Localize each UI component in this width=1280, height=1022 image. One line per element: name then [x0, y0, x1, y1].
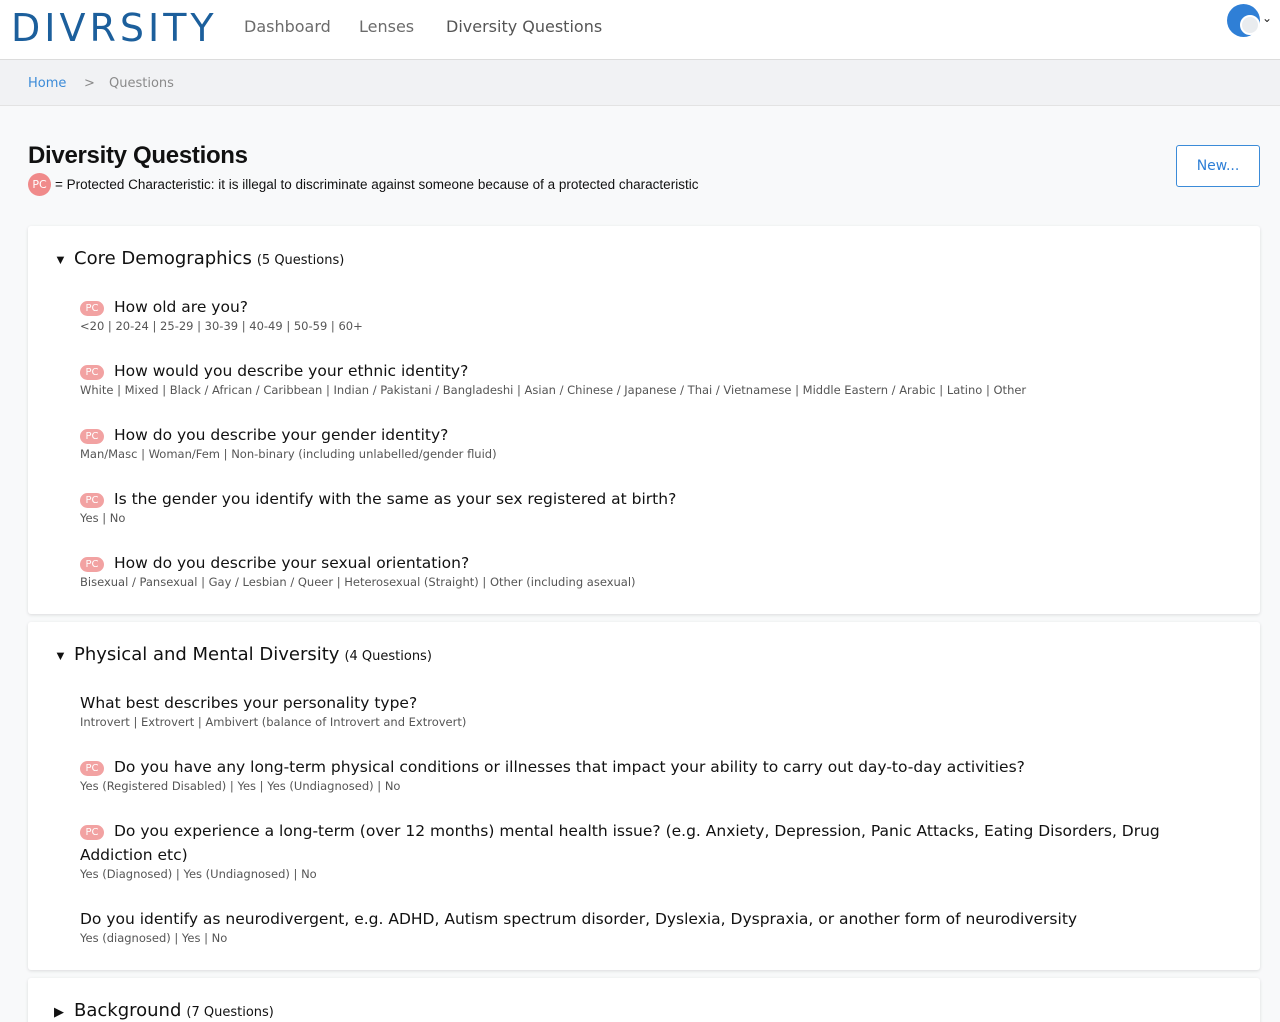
question-item[interactable]: [80, 691, 1160, 729]
section-header[interactable]: [54, 248, 344, 269]
section-count: (7 Questions): [186, 1005, 274, 1020]
section-count: (5 Questions): [256, 253, 345, 268]
question-text: How old are you?: [114, 298, 248, 316]
pc-badge: PC: [80, 493, 104, 508]
pc-legend-text: = Protected Characteristic: it is illegal to discriminate against someone because of a protected characteristic: [55, 176, 699, 192]
pc-badge: PC: [28, 173, 51, 196]
caret-right-icon[interactable]: ▶: [54, 1004, 64, 1019]
user-icon: [1240, 15, 1260, 35]
question-options: Yes (Registered Disabled) | Yes | Yes (Undiagnosed) | No: [80, 779, 401, 793]
question-text: Is the gender you identify with the same as your sex registered at birth?: [114, 490, 677, 508]
question-options: Yes (diagnosed) | Yes | No: [80, 931, 228, 945]
question-text: How do you describe your gender identity?: [114, 426, 449, 444]
question-text: Do you have any long-term physical conditions or illnesses that impact your ability to carry out day-to-day activities?: [114, 758, 1025, 776]
question-item[interactable]: [80, 487, 1160, 525]
breadcrumb: [0, 60, 1280, 106]
section-count: (4 Questions): [344, 649, 432, 664]
question-options: Bisexual / Pansexual | Gay / Lesbian / Queer | Heterosexual (Straight) | Other (including asexual): [80, 575, 636, 589]
question-item[interactable]: [80, 755, 1160, 793]
question-text: Do you identify as neurodivergent, e.g. ADHD, Autism spectrum disorder, Dyslexia, Dyspraxia, or another form of neurodiversity: [80, 910, 1078, 928]
question-options: Introvert | Extrovert | Ambivert (balance of Introvert and Extrovert): [80, 715, 467, 729]
question-options: Yes (Diagnosed) | Yes (Undiagnosed) | No: [80, 867, 317, 881]
section-card-physical-mental: [28, 622, 1260, 970]
nav-lenses[interactable]: Lenses: [359, 17, 415, 36]
pc-badge: PC: [80, 825, 104, 840]
pc-badge: PC: [80, 557, 104, 572]
question-item[interactable]: [80, 907, 1160, 945]
question-text: How would you describe your ethnic identity?: [114, 362, 469, 380]
top-nav: [0, 0, 1280, 60]
nav-dashboard[interactable]: Dashboard: [244, 17, 331, 36]
chevron-down-icon[interactable]: ⌄: [1262, 11, 1273, 25]
app-logo[interactable]: DIVRSITY: [11, 6, 218, 50]
section-title: Background: [74, 1000, 182, 1021]
question-item[interactable]: [80, 359, 1160, 397]
question-options: Man/Masc | Woman/Fem | Non-binary (including unlabelled/gender fluid): [80, 447, 497, 461]
breadcrumb-home[interactable]: Home: [28, 76, 67, 91]
question-text: How do you describe your sexual orientation?: [114, 554, 470, 572]
section-header[interactable]: [54, 1000, 274, 1021]
breadcrumb-current: Questions: [109, 76, 174, 91]
section-title: Core Demographics: [74, 248, 252, 269]
pc-badge: PC: [80, 761, 104, 776]
nav-diversity-questions[interactable]: Diversity Questions: [446, 17, 603, 36]
question-item[interactable]: [80, 295, 1160, 333]
new-question-button[interactable]: New...: [1176, 145, 1260, 187]
question-text: What best describes your personality type?: [80, 694, 418, 712]
pc-badge: PC: [80, 429, 104, 444]
caret-down-icon[interactable]: ▼: [54, 252, 67, 267]
breadcrumb-separator: >: [84, 76, 95, 91]
pc-legend: [28, 173, 698, 195]
page-title: Diversity Questions: [28, 142, 248, 169]
question-options: Yes | No: [80, 511, 126, 525]
question-item[interactable]: [80, 551, 1160, 589]
section-title: Physical and Mental Diversity: [74, 644, 340, 665]
caret-down-icon[interactable]: ▼: [54, 648, 67, 663]
question-text: Do you experience a long-term (over 12 months) mental health issue? (e.g. Anxiety, Depression, Panic Attacks, Eating Disorders, Drug Addiction etc): [80, 822, 1160, 864]
pc-badge: PC: [80, 301, 104, 316]
question-item[interactable]: [80, 819, 1160, 881]
question-item[interactable]: [80, 423, 1160, 461]
section-card-core-demographics: [28, 226, 1260, 614]
question-options: <20 | 20-24 | 25-29 | 30-39 | 40-49 | 50-59 | 60+: [80, 319, 363, 333]
section-header[interactable]: [54, 644, 432, 665]
question-options: White | Mixed | Black / African / Caribbean | Indian / Pakistani / Bangladeshi | Asian / Chinese / Japanese / Thai / Vietnamese | Middle Eastern / Arabic | Latino | Other: [80, 383, 1027, 397]
section-card-background: [28, 978, 1260, 1022]
pc-badge: PC: [80, 365, 104, 380]
